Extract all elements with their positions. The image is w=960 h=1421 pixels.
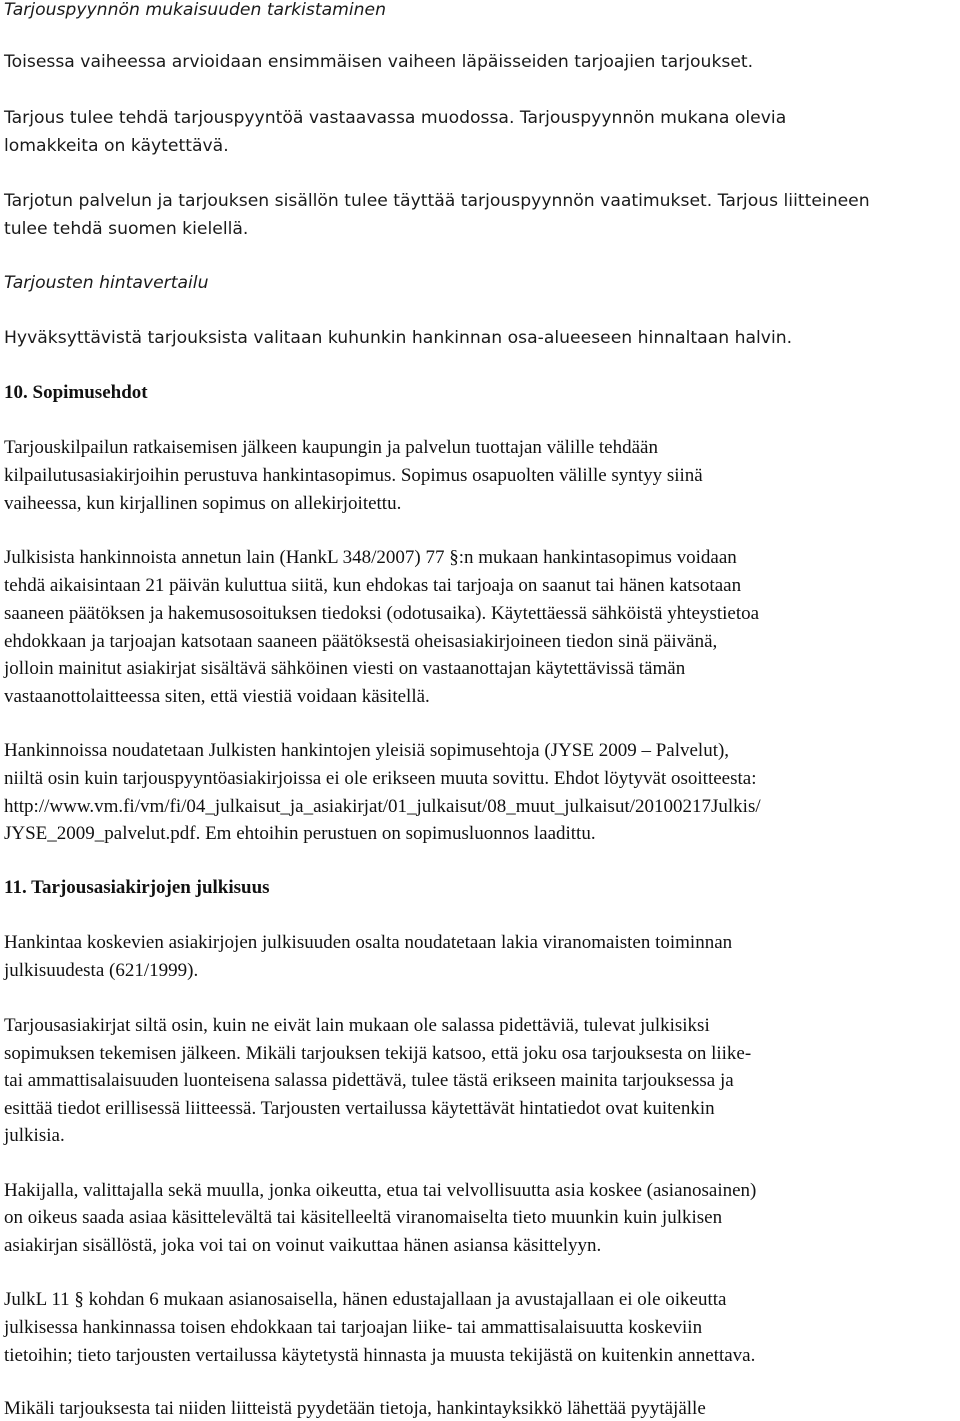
paragraph-line: on oikeus saada asiaa käsittelevältä tai käsitelleeltä viranomaiselta tieto muunkin kuin julkisen [4, 1207, 723, 1228]
section-heading-julkisuus: 11. Tarjousasiakirjojen julkisuus [4, 877, 270, 898]
paragraph-line: lomakkeita on käytettävä. [4, 136, 229, 156]
paragraph-line: julkisessa hankinnassa toisen ehdokkaan tai tarjoajan liike- tai ammattisalaisuutta koskeviin [4, 1317, 703, 1338]
paragraph-line: http://www.vm.fi/vm/fi/04_julkaisut_ja_asiakirjat/01_julkaisut/08_muut_julkaisut/20100217Julkis/ [4, 796, 761, 817]
paragraph-line: asiakirjan sisällöstä, joka voi tai on voinut vaikuttaa hänen asiansa käsittelyyn. [4, 1235, 602, 1256]
paragraph-line: tehdä aikaisintaan 21 päivän kuluttua siitä, kun ehdokas tai tarjoaja on saanut tai hänen katsotaan [4, 575, 742, 596]
paragraph-line: tulee tehdä suomen kielellä. [4, 219, 249, 239]
paragraph-line: julkisuudesta (621/1999). [4, 960, 199, 981]
paragraph-line: Hakijalla, valittajalla sekä muulla, jonka oikeutta, etua tai velvollisuutta asia koskee (asianosainen) [4, 1180, 757, 1201]
paragraph-line: Julkisista hankinnoista annetun lain (HankL 348/2007) 77 §:n mukaan hankintasopimus voidaan [4, 547, 737, 568]
paragraph-line: Hankinnoissa noudatetaan Julkisten hankintojen yleisiä sopimusehtoja (JYSE 2009 – Palvelut), [4, 740, 730, 761]
paragraph-line: julkisia. [4, 1125, 65, 1146]
paragraph-line: vaiheessa, kun kirjallinen sopimus on allekirjoitettu. [4, 493, 402, 514]
paragraph-line: Tarjotun palvelun ja tarjouksen sisällön tulee täyttää tarjouspyynnön vaatimukset. Tarjous liitteineen [4, 191, 870, 211]
paragraph-line: ehdokkaan ja tarjoajan katsotaan saaneen päätöksestä oheisasiakirjoineen tiedon sinä päivänä, [4, 631, 718, 652]
paragraph-line: Toisessa vaiheessa arvioidaan ensimmäisen vaiheen läpäisseiden tarjoajien tarjoukset. [4, 52, 754, 72]
paragraph-line: tai ammattisalaisuuden luonteisena salassa pidettävä, tulee tästä erikseen mainita tarjouksessa ja [4, 1070, 734, 1091]
paragraph-line: esittää tiedot erillisessä liitteessä. Tarjousten vertailussa käytettävät hintatiedot ovat kuitenkin [4, 1098, 715, 1119]
paragraph-line: Hankintaa koskevien asiakirjojen julkisuuden osalta noudatetaan lakia viranomaisten toiminnan [4, 932, 733, 953]
paragraph-line: sopimuksen tekemisen jälkeen. Mikäli tarjouksen tekijä katsoo, että joku osa tarjouksesta on liike- [4, 1043, 752, 1064]
paragraph-line: Mikäli tarjouksesta tai niiden liitteistä pyydetään tietoja, hankintayksikkö lähettää pyytäjälle [4, 1398, 706, 1419]
section-heading-hintavertailu: Tarjousten hintavertailu [4, 273, 209, 293]
paragraph-line: Tarjousasiakirjat siltä osin, kuin ne eivät lain mukaan ole salassa pidettäviä, tulevat julkisiksi [4, 1015, 710, 1036]
paragraph-line: Hyväksyttävistä tarjouksista valitaan kuhunkin hankinnan osa-alueeseen hinnaltaan halvin. [4, 328, 793, 348]
paragraph-line: niiltä osin kuin tarjouspyyntöasiakirjoissa ei ole erikseen muuta sovittu. Ehdot löytyvät osoitteesta: [4, 768, 757, 789]
section-heading-sopimusehdot: 10. Sopimusehdot [4, 382, 148, 403]
section-heading-tarkistaminen: Tarjouspyynnön mukaisuuden tarkistaminen [4, 0, 386, 20]
paragraph-line: jolloin mainitut asiakirjat sisältävä sähköinen viesti on vastaanottajan käytettävissä tämän [4, 658, 686, 679]
paragraph-line: Tarjous tulee tehdä tarjouspyyntöä vastaavassa muodossa. Tarjouspyynnön mukana olevia [4, 108, 787, 128]
paragraph-line: kilpailutusasiakirjoihin perustuva hankintasopimus. Sopimus osapuolten välille syntyy siinä [4, 465, 703, 486]
paragraph-line: JulkL 11 § kohdan 6 mukaan asianosaisella, hänen edustajallaan ja avustajallaan ei ole oikeutta [4, 1289, 727, 1310]
paragraph-line: saaneen päätöksen ja hakemusosoituksen tiedoksi (odotusaika). Käytettäessä sähköistä yhteystietoa [4, 603, 760, 624]
paragraph-line: vastaanottolaitteessa siten, että viestiä voidaan käsitellä. [4, 686, 430, 707]
paragraph-line: tietoihin; tieto tarjousten vertailussa käytetystä hinnasta ja muusta tekijästä on kuitenkin annettava. [4, 1345, 756, 1366]
paragraph-line: Tarjouskilpailun ratkaisemisen jälkeen kaupungin ja palvelun tuottajan välille tehdään [4, 437, 658, 458]
paragraph-line: JYSE_2009_palvelut.pdf. Em ehtoihin perustuen on sopimusluonnos laadittu. [4, 823, 596, 844]
